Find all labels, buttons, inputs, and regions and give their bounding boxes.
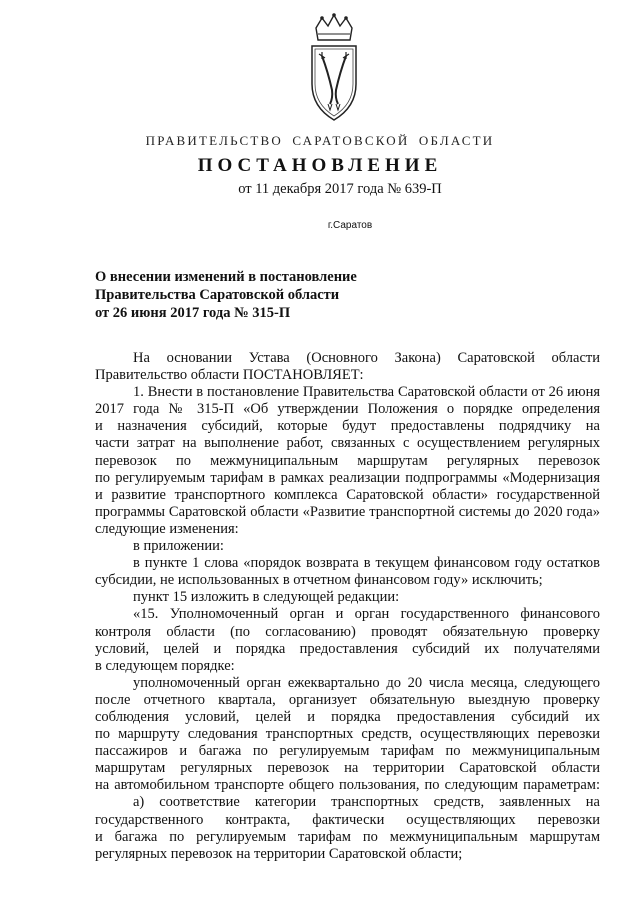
body-line: субсидии, не использованных в отчетном финансовом году» исключить; — [95, 572, 543, 589]
body-line: На основании Устава (Основного Закона) Саратовской области — [133, 350, 600, 366]
body-line: маршрутам регулярных перевозок на территории Саратовской области — [95, 760, 600, 777]
body-line: на автомобильном транспорте общего пользования, по следующим параметрам: — [95, 777, 600, 794]
body-line: в пункте 1 слова «порядок возврата в текущем финансовом году остатков — [133, 555, 600, 572]
title-line: от 26 июня 2017 года № 315-П — [95, 305, 291, 321]
body-line: 1. Внести в постановление Правительства Саратовской области от 26 июня — [133, 384, 600, 401]
body-line: перевозок по межмуниципальным маршрутам регулярных перевозок — [95, 452, 600, 469]
body-line: в приложении: — [133, 538, 224, 555]
body-line: регулярных перевозок на территории Саратовской области; — [95, 845, 463, 862]
body-line: по регулируемым тарифам в рамках реализации подпрограммы «Модернизация — [95, 469, 600, 486]
body-line: «15. Уполномоченный орган и орган государственного финансового — [133, 606, 600, 623]
title-line: О внесении изменений в постановление — [95, 269, 357, 285]
body-line: пункт 15 изложить в следующей редакции: — [133, 589, 400, 606]
body-line: части затрат на выполнение работ, связанных с осуществлением регулярных — [95, 435, 600, 452]
body-line: пассажиров и багажа по регулируемым тарифам по межмуниципальным — [95, 743, 600, 760]
body-line: 2017 года № 315-П «Об утверждении Положения о порядке определения — [95, 401, 600, 418]
document-body — [95, 350, 600, 863]
body-line: программы Саратовской области «Развитие транспортной системы до 2020 года» — [95, 503, 600, 520]
body-line: уполномоченный орган ежеквартально до 20 числа месяца, следующего — [133, 674, 600, 691]
coat-of-arms-icon — [302, 12, 366, 122]
body-line: в следующем порядке: — [95, 657, 235, 674]
body-line: и развитие транспортного комплекса Саратовской области» государственной — [95, 486, 600, 503]
body-line: а) соответствие категории транспортных средств, заявленных на — [133, 794, 600, 811]
body-line: по маршруту следования транспортных средств, осуществляющих перевозки — [95, 726, 600, 743]
body-line: следующие изменения: — [95, 520, 239, 537]
document-title — [95, 268, 515, 322]
body-line: соблюдения условий, целей и порядка предоставления субсидий их — [95, 708, 600, 725]
body-line: условий, целей и порядка предоставления субсидий их получателями — [95, 640, 600, 657]
title-line: Правительства Саратовской области — [95, 287, 340, 303]
document-type: ПОСТАНОВЛЕНИЕ — [197, 155, 443, 176]
body-line: и багажа по регулируемым тарифам по межмуниципальным маршрутам — [95, 828, 600, 845]
body-line: и назначения субсидий, которые будут предоставлены подрядчику на — [95, 418, 600, 435]
city-name: г.Саратов — [327, 220, 373, 231]
body-line: государственного контракта, фактически осуществляющих перевозки — [95, 811, 600, 828]
body-line: контроля области (по согласованию) проводят обязательную проверку — [95, 623, 600, 640]
organization-name: ПРАВИТЕЛЬСТВО САРАТОВСКОЙ ОБЛАСТИ — [145, 133, 495, 148]
body-line: Правительство области ПОСТАНОВЛЯЕТ: — [95, 367, 364, 384]
document-date: от 11 декабря 2017 года № 639-П — [238, 181, 442, 197]
body-line: после отчетного квартала, организует обязательную выездную проверку — [95, 691, 600, 708]
